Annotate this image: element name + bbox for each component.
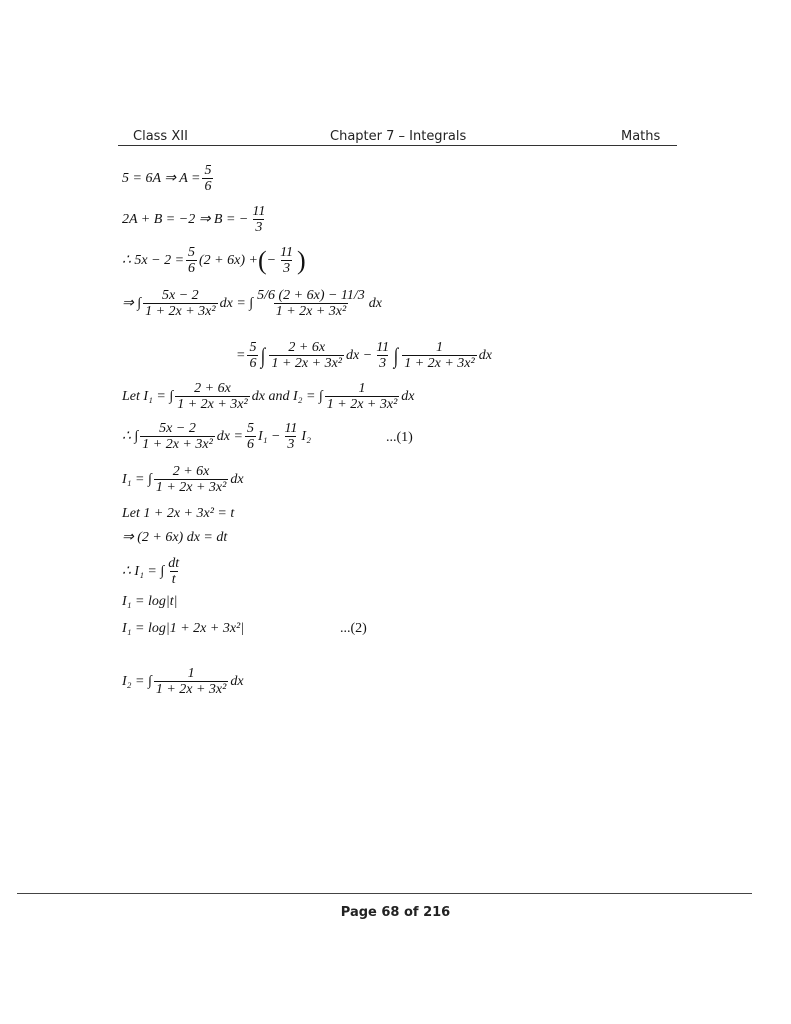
eq-line-3: ∴ 5x − 2 = $\frac{5}{6}$ (2 + 6x) + ( − $\frac{11}{3}$ ) xyxy=(122,245,306,277)
fraction: $\frac{5}{6}$ xyxy=(246,421,254,453)
fraction: $\frac{5/6 (2 + 6x) - 11/3}{\text{1 + 2x + 3x²}}$ xyxy=(257,288,365,320)
fraction: $\frac{5}{6}$ xyxy=(204,163,212,195)
eq-line-11: ∴ I₁ = ∫ $\frac{dt}{t}$ xyxy=(122,556,180,588)
header-chapter: Chapter 7 – Integrals xyxy=(330,129,467,144)
fraction: $\frac{11}{3}$ xyxy=(284,421,298,453)
eq-line-1: 5 = 6A ⇒ A = $\frac{5}{6}$ xyxy=(122,163,212,195)
fraction: $\frac{1}{\text{1 + 2x + 3x²}}$ xyxy=(326,381,398,413)
fraction: $\frac{5}{6}$ xyxy=(249,340,257,372)
fraction: $\frac{11}{3}$ xyxy=(280,245,294,277)
header-rule xyxy=(118,145,677,146)
fraction: $\frac{2 + 6x}{\text{1 + 2x + 3x²}}$ xyxy=(177,381,248,413)
eq-line-10: ⇒ (2 + 6x) dx = dt xyxy=(122,530,228,545)
fraction: $\frac{5}{6}$ xyxy=(188,245,196,277)
footer-rule xyxy=(17,893,752,894)
eq-line-12: I₁ = log|t| xyxy=(122,594,178,609)
fraction: $\frac{dt}{t}$ xyxy=(168,556,180,588)
eq-line-7: ∴ ∫ $\frac{5x - 2}{\text{1 + 2x + 3x²}}$ dx = $\frac{5}{6}$ I₁ − $\frac{11}{3}$ I₂ xyxy=(122,421,311,453)
eq-line-8: I₁ = ∫ $\frac{2 + 6x}{\text{1 + 2x + 3x²}}$ dx xyxy=(122,464,244,496)
fraction: $\frac{2 + 6x}{\text{1 + 2x + 3x²}}$ xyxy=(271,340,343,372)
fraction: $\frac{5x - 2}{\text{1 + 2x + 3x²}}$ xyxy=(142,421,213,453)
header-class: Class XII xyxy=(133,129,188,144)
page-number: Page 68 of 216 xyxy=(340,905,451,920)
fraction: $\frac{5x - 2}{\text{1 + 2x + 3x²}}$ xyxy=(145,288,216,320)
eq-line-14: I₂ = ∫ $\frac{1}{\text{1 + 2x + 3x²}}$ dx xyxy=(122,666,244,698)
eq-line-6: Let I₁ = ∫ $\frac{2 + 6x}{\text{1 + 2x + 3x²}}$ dx and I₂ = ∫ $\frac{1}{\text{1 + 2x + 3x²}}$ dx xyxy=(122,381,415,413)
fraction: $\frac{2 + 6x}{\text{1 + 2x + 3x²}}$ xyxy=(155,464,227,496)
fraction: $\frac{1}{\text{1 + 2x + 3x²}}$ xyxy=(404,340,475,372)
header-subject: Maths xyxy=(621,129,661,144)
fraction: $\frac{1}{\text{1 + 2x + 3x²}}$ xyxy=(155,666,227,698)
fraction: $\frac{11}{3}$ xyxy=(376,340,390,372)
equation-tag-2: ...(2) xyxy=(340,621,367,636)
eq-line-9: Let 1 + 2x + 3x² = t xyxy=(122,506,235,521)
eq-line-5: = $\frac{5}{6}$ ∫ $\frac{2 + 6x}{\text{1 + 2x + 3x²}}$ dx − $\frac{11}{3}$ ∫ $\frac{1}{\text{1 + 2x + 3x²}}$ dx xyxy=(236,340,492,372)
eq-line-2: 2A + B = −2 ⇒ B = − $\frac{11}{3}$ xyxy=(122,204,266,236)
eq-line-13: I₁ = log|1 + 2x + 3x²| xyxy=(122,621,245,636)
equation-tag-1: ...(1) xyxy=(386,430,413,445)
eq-line-4: ⇒ ∫ $\frac{5x - 2}{\text{1 + 2x + 3x²}}$ dx = ∫ $\frac{5/6 (2 + 6x) - 11/3}{\text{1 + 2x + 3x²}}$ dx xyxy=(122,288,383,320)
fraction: $\frac{11}{3}$ xyxy=(252,204,266,236)
